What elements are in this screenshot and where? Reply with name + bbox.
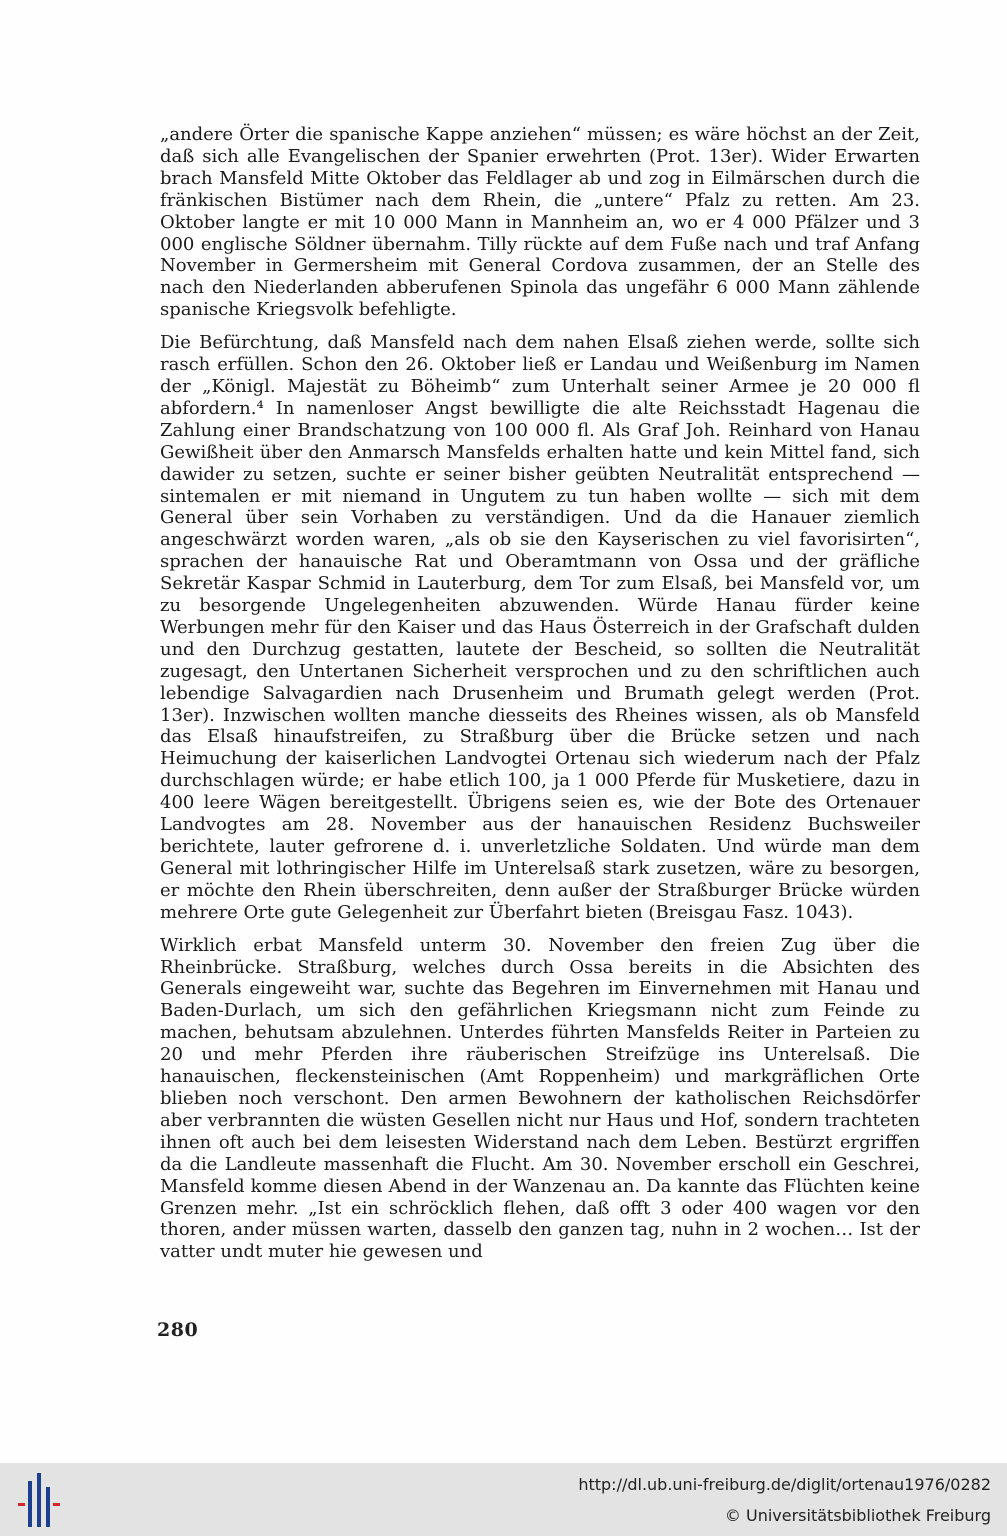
permalink-link[interactable]: http://dl.ub.uni-freiburg.de/diglit/ortenau1976/0282 (578, 1475, 991, 1494)
paragraph-3: Wirklich erbat Mansfeld unterm 30. November den freien Zug über die Rheinbrücke. Straßburg, welches durch Ossa bereits in die Absichten des Generals eingeweiht war, suchte das Begehren im Einvernehmen mit Hanau und Baden-Durlach, um sich den gefährlichen Kriegsmann nicht zum Feinde zu machen, behutsam abzulehnen. Unterdes führten Mansfelds Reiter in Parteien zu 20 und mehr Pferden ihre räuberischen Streifzüge ins Unterelsaß. Die hanauischen, fleckensteinischen (Amt Roppenheim) und markgräflichen Orte blieben noch verschont. Den armen Bewohnern der katholischen Reichsdörfer aber verbrannten die wüsten Gesellen nicht nur Haus und Hof, sondern trachteten ihnen oft auch bei dem leisesten Widerstand nach dem Leben. Bestürzt ergriffen da die Landleute massenhaft die Flucht. Am 30. November erscholl ein Geschrei, Mansfeld komme diesen Abend in der Wanzenau an. Da kannte das Flüchten keine Grenzen mehr. „Ist ein schröcklich flehen, daß offt 3 oder 400 wagen vor den thoren, ander müssen warten, dasselb den ganzen tag, nuhn in 2 wochen… Ist der vatter undt muter hie gewesen und (160, 934, 920, 1263)
ub-freiburg-logo-icon (12, 1473, 64, 1529)
viewer-footer (0, 1463, 1007, 1536)
paragraph-2: Die Befürchtung, daß Mansfeld nach dem nahen Elsaß ziehen werde, sollte sich rasch erfüllen. Schon den 26. Oktober ließ er Landau und Weißenburg im Namen der „Königl. Majestät zu Böheimb“ zum Unterhalt seiner Armee je 20 000 fl abfordern.⁴ In namenloser Angst bewilligte die alte Reichsstadt Hagenau die Zahlung einer Brandschatzung von 100 000 fl. Als Graf Joh. Reinhard von Hanau Gewißheit über den Anmarsch Mansfelds erhalten hatte und kein Mittel fand, sich dawider zu setzen, suchte er seiner bisher geübten Neutralität entsprechend — sintemalen er mit niemand in Ungutem zu tun haben wollte — sich mit dem General über sein Vorhaben zu verständigen. Und da die Hanauer ziemlich angeschwärzt worden waren, „als ob sie den Kayserischen zu viel favorisirten“, sprachen der hanauische Rat und Oberamtmann von Ossa und der gräfliche Sekretär Kaspar Schmid in Lauterburg, dem Tor zum Elsaß, bei Mansfeld vor, um zu besorgende Ungelegenheiten abzuwenden. Würde Hanau fürder keine Werbungen mehr für den Kaiser und das Haus Österreich in der Grafschaft dulden und den Durchzug gestatten, lautete der Bescheid, so sollten die Neutralität zugesagt, den Untertanen Sicherheit versprochen und zu den schriftlichen auch lebendige Salvagardien nach Drusenheim und Brumath gelegt werden (Prot. 13er). Inzwischen wollten manche diesseits des Rheines wissen, als ob Mansfeld das Elsaß hinaufstreifen, zu Straßburg über die Brücke setzen und nach Heimuchung der kaiserlichen Landvogtei Ortenau sich wiederum nach der Pfalz durchschlagen würde; er habe etlich 100, ja 1 000 Pferde für Musketiere, dazu in 400 leere Wägen bereitgestellt. Übrigens seien es, wie der Bote des Ortenauer Landvogtes am 28. November aus der hanauischen Residenz Buchsweiler berichtete, lauter gefrorene d. i. unverletzliche Soldaten. Und würde man dem General mit lothringischer Hilfe im Unterelsaß stark zusetzen, wäre zu besorgen, er möchte den Rhein überschreiten, denn außer der Straßburger Brücke würden mehrere Orte gute Gelegenheit zur Überfahrt bieten (Breisgau Fasz. 1043). (160, 332, 920, 923)
paragraph-1: „andere Örter die spanische Kappe anziehen“ müssen; es wäre höchst an der Zeit, daß sich alle Evangelischen der Spanier erwehrten (Prot. 13er). Wider Erwarten brach Mansfeld Mitte Oktober das Feldlager ab und zog in Eilmärschen durch die fränkischen Bistümer nach dem Rhein, die „untere“ Pfalz zu retten. Am 23. Oktober langte er mit 10 000 Mann in Mannheim an, wo er 4 000 Pfälzer und 3 000 englische Söldner übernahm. Tilly rückte auf dem Fuße nach und traf Anfang November in Germersheim mit General Cordova zusammen, der an Stelle des nach den Niederlanden abberufenen Spinola das ungefähr 6 000 Mann zählende spanische Kriegsvolk befehligte. (160, 124, 920, 321)
page-number: 280 (157, 1319, 199, 1341)
copyright-notice: © Universitätsbibliothek Freiburg (724, 1506, 991, 1525)
permalink-url[interactable] (578, 1475, 991, 1494)
body-text (160, 124, 920, 1274)
